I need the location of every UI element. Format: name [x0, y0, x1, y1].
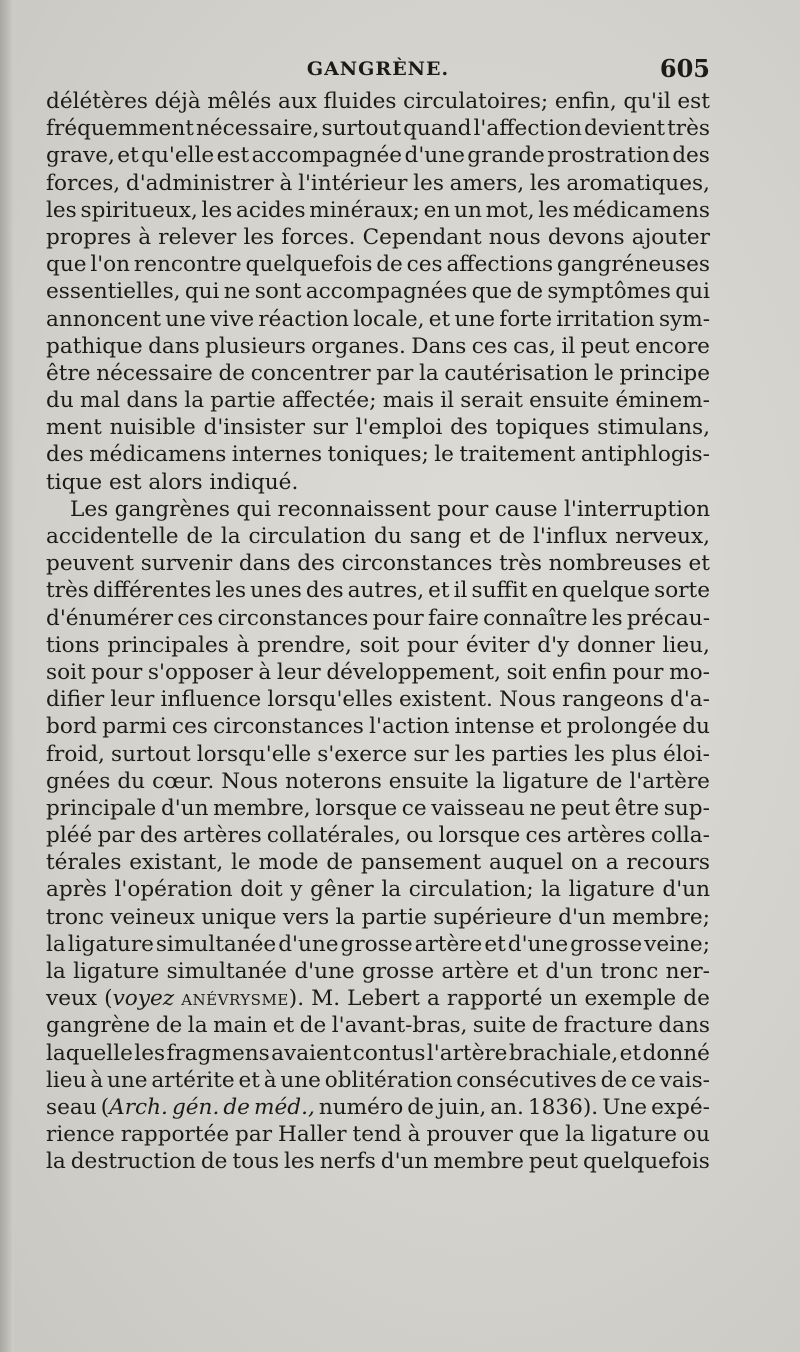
text-line: principale d'un membre, lorsque ce vaisseau ne peut être sup- — [46, 795, 710, 821]
text-line: tions principales à prendre, soit pour éviter d'y donner lieu, — [46, 632, 710, 658]
text-line: accidentelle de la circulation du sang et de l'influx nerveux, — [46, 524, 710, 549]
text-line: térales existant, le mode de pansement auquel on a recours — [46, 850, 710, 876]
running-title: GANGRÈNE. — [306, 58, 450, 80]
text-line: la destruction de tous les nerfs d'un membre peut quelquefois — [46, 1149, 710, 1175]
book-spine-shadow — [0, 0, 14, 1352]
text-line: après l'opération doit y gêner la circulation; la ligature d'un — [46, 877, 710, 903]
body-text — [46, 88, 710, 1176]
text-line: grave, et qu'elle est accompagnée d'une grande prostration des — [46, 143, 710, 169]
text-line: essentielles, qui ne sont accompagnées que de symptômes qui — [46, 279, 710, 305]
text-line: du mal dans la partie affectée; mais il serait ensuite éminem- — [46, 388, 710, 414]
text-line: bord parmi ces circonstances l'action intense et prolongée du — [46, 714, 710, 740]
text-line: d'énumérer ces circonstances pour faire connaître les précau- — [46, 605, 710, 631]
page-header — [46, 54, 710, 84]
text-line: ment nuisible d'insister sur l'emploi des topiques stimulans, — [46, 415, 710, 441]
text-line: tronc veineux unique vers la partie supérieure d'un membre; — [46, 904, 710, 930]
text-line: très différentes les unes des autres, et il suffit en quelque sorte — [46, 578, 710, 604]
text-line: tique est alors indiqué. — [46, 469, 299, 495]
text-line: gnées du cœur. Nous noterons ensuite la ligature de l'artère — [46, 768, 710, 794]
text-line: des médicamens internes toniques; le traitement antiphlogis- — [46, 442, 710, 468]
text-line: les spiritueux, les acides minéraux; en un mot, les médicamens — [46, 197, 710, 223]
text-line: délétères déjà mêlés aux fluides circulatoires; enfin, qu'il est — [46, 89, 710, 114]
text-line: propres à relever les forces. Cependant nous devons ajouter — [46, 224, 710, 250]
text-line: peuvent survenir dans des circonstances très nombreuses et — [46, 551, 710, 577]
page-number: 605 — [659, 54, 710, 83]
text-line: forces, d'administrer à l'intérieur les amers, les aromatiques, — [46, 170, 710, 196]
text-line: la ligature simultanée d'une grosse artère et d'une grosse veine; — [46, 931, 710, 957]
text-line: fréquemment nécessaire, surtout quand l'affection devient très — [46, 116, 710, 142]
text-line: être nécessaire de concentrer par la cautérisation le principe — [46, 360, 710, 386]
text-line: pathique dans plusieurs organes. Dans ces cas, il peut encore — [46, 333, 710, 359]
text-line: gangrène de la main et de l'avant-bras, suite de fracture dans — [46, 1013, 710, 1039]
text-line: froid, surtout lorsqu'elle s'exerce sur les parties les plus éloi- — [46, 741, 710, 767]
text-line: veux (voyez ANÉVRYSME). M. Lebert a rapporté un exemple de — [46, 986, 710, 1012]
text-line: difier leur influence lorsqu'elles existent. Nous rangeons d'a- — [46, 687, 710, 713]
text-line: seau (Arch. gén. de méd., numéro de juin, an. 1836). Une expé- — [46, 1094, 710, 1120]
text-line: la ligature simultanée d'une grosse artère et d'un tronc ner- — [46, 959, 710, 984]
text-line: annoncent une vive réaction locale, et une forte irritation sym- — [46, 306, 710, 332]
text-line: pléé par des artères collatérales, ou lorsque ces artères colla- — [46, 823, 710, 849]
text-line: Les gangrènes qui reconnaissent pour cause l'interruption — [70, 496, 710, 522]
text-line: soit pour s'opposer à leur développement, soit enfin pour mo- — [46, 659, 710, 685]
text-line: lieu à une artérite et à une oblitération consécutives de ce vais- — [46, 1067, 710, 1093]
text-line: que l'on rencontre quelquefois de ces affections gangréneuses — [46, 252, 710, 278]
text-line: rience rapportée par Haller tend à prouver que la ligature ou — [46, 1122, 710, 1148]
text-line: laquelle les fragmens avaient contus l'artère brachiale, et donné — [46, 1040, 710, 1066]
